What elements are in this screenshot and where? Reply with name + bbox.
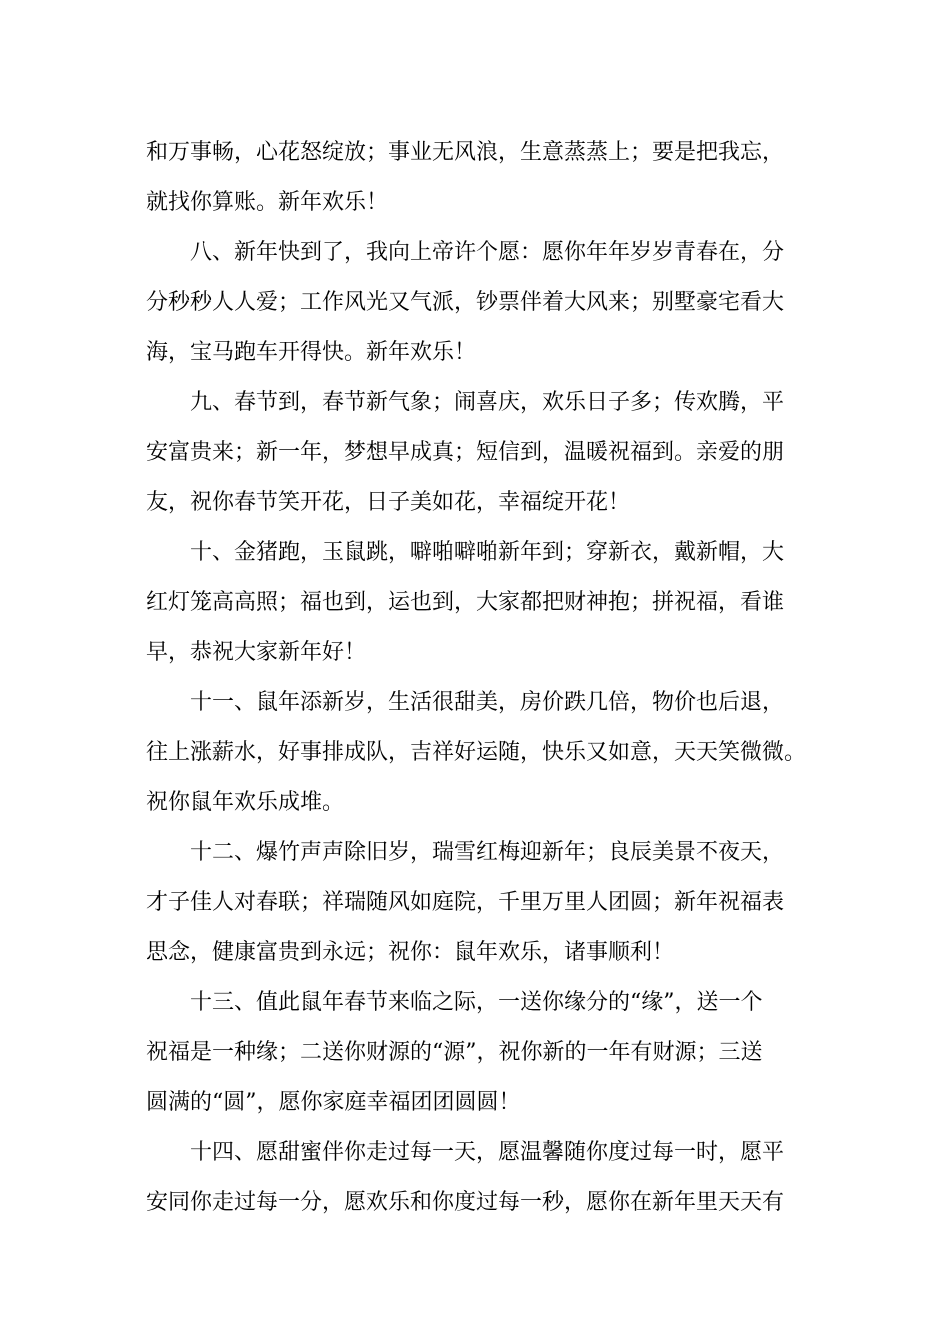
paragraph-13 [146,978,826,1128]
text-line: 往上涨薪水，好事排成队，吉祥好运随，快乐又如意，天天笑微微。 [146,740,807,765]
text-line: 才子佳人对春联；祥瑞随风如庭院，千里万里人团圆；新年祝福表 [146,890,785,915]
paragraph-12 [146,828,826,978]
text-line: 和万事畅，心花怒绽放；事业无风浪，生意蒸蒸上；要是把我忘， [146,140,785,165]
text-line: 安同你走过每一分，愿欢乐和你度过每一秒，愿你在新年里天天有 [146,1190,785,1215]
text-line: 祝福是一种缘；二送你财源的“源”，祝你新的一年有财源；三送 [146,1040,763,1065]
text-line: 红灯笼高高照；福也到，运也到，大家都把财神抱；拼祝福，看谁 [146,590,785,615]
text-line: 圆满的“圆”，愿你家庭幸福团团圆圆！ [146,1090,521,1115]
text-line: 思念，健康富贵到永远；祝你：鼠年欢乐，诸事顺利！ [146,940,675,965]
text-line: 八、新年快到了，我向上帝许个愿：愿你年年岁岁青春在，分 [190,240,785,265]
paragraph-continuation [146,128,826,228]
text-line: 安富贵来；新一年，梦想早成真；短信到，温暖祝福到。亲爱的朋 [146,440,785,465]
paragraph-14 [146,1128,826,1228]
paragraph-9 [146,378,826,528]
text-line: 十一、鼠年添新岁，生活很甜美，房价跌几倍，物价也后退， [190,690,785,715]
text-line: 九、春节到，春节新气象；闹喜庆，欢乐日子多；传欢腾，平 [190,390,785,415]
text-line: 十三、值此鼠年春节来临之际，一送你缘分的“缘”，送一个 [190,990,763,1015]
text-line: 友，祝你春节笑开花，日子美如花，幸福绽开花！ [146,490,631,515]
text-line: 分秒秒人人爱；工作风光又气派，钞票伴着大风来；别墅豪宅看大 [146,290,785,315]
text-line: 就找你算账。新年欢乐！ [146,190,389,215]
document-body [146,128,826,1228]
paragraph-10 [146,528,826,678]
text-line: 十、金猪跑，玉鼠跳，噼啪噼啪新年到；穿新衣，戴新帽，大 [190,540,785,565]
text-line: 十四、愿甜蜜伴你走过每一天，愿温馨随你度过每一时，愿平 [190,1140,785,1165]
text-line: 十二、爆竹声声除旧岁，瑞雪红梅迎新年；良辰美景不夜天， [190,840,785,865]
text-line: 祝你鼠年欢乐成堆。 [146,790,345,815]
paragraph-8 [146,228,826,378]
text-line: 早，恭祝大家新年好！ [146,640,367,665]
text-line: 海，宝马跑车开得快。新年欢乐！ [146,340,477,365]
paragraph-11 [146,678,826,828]
